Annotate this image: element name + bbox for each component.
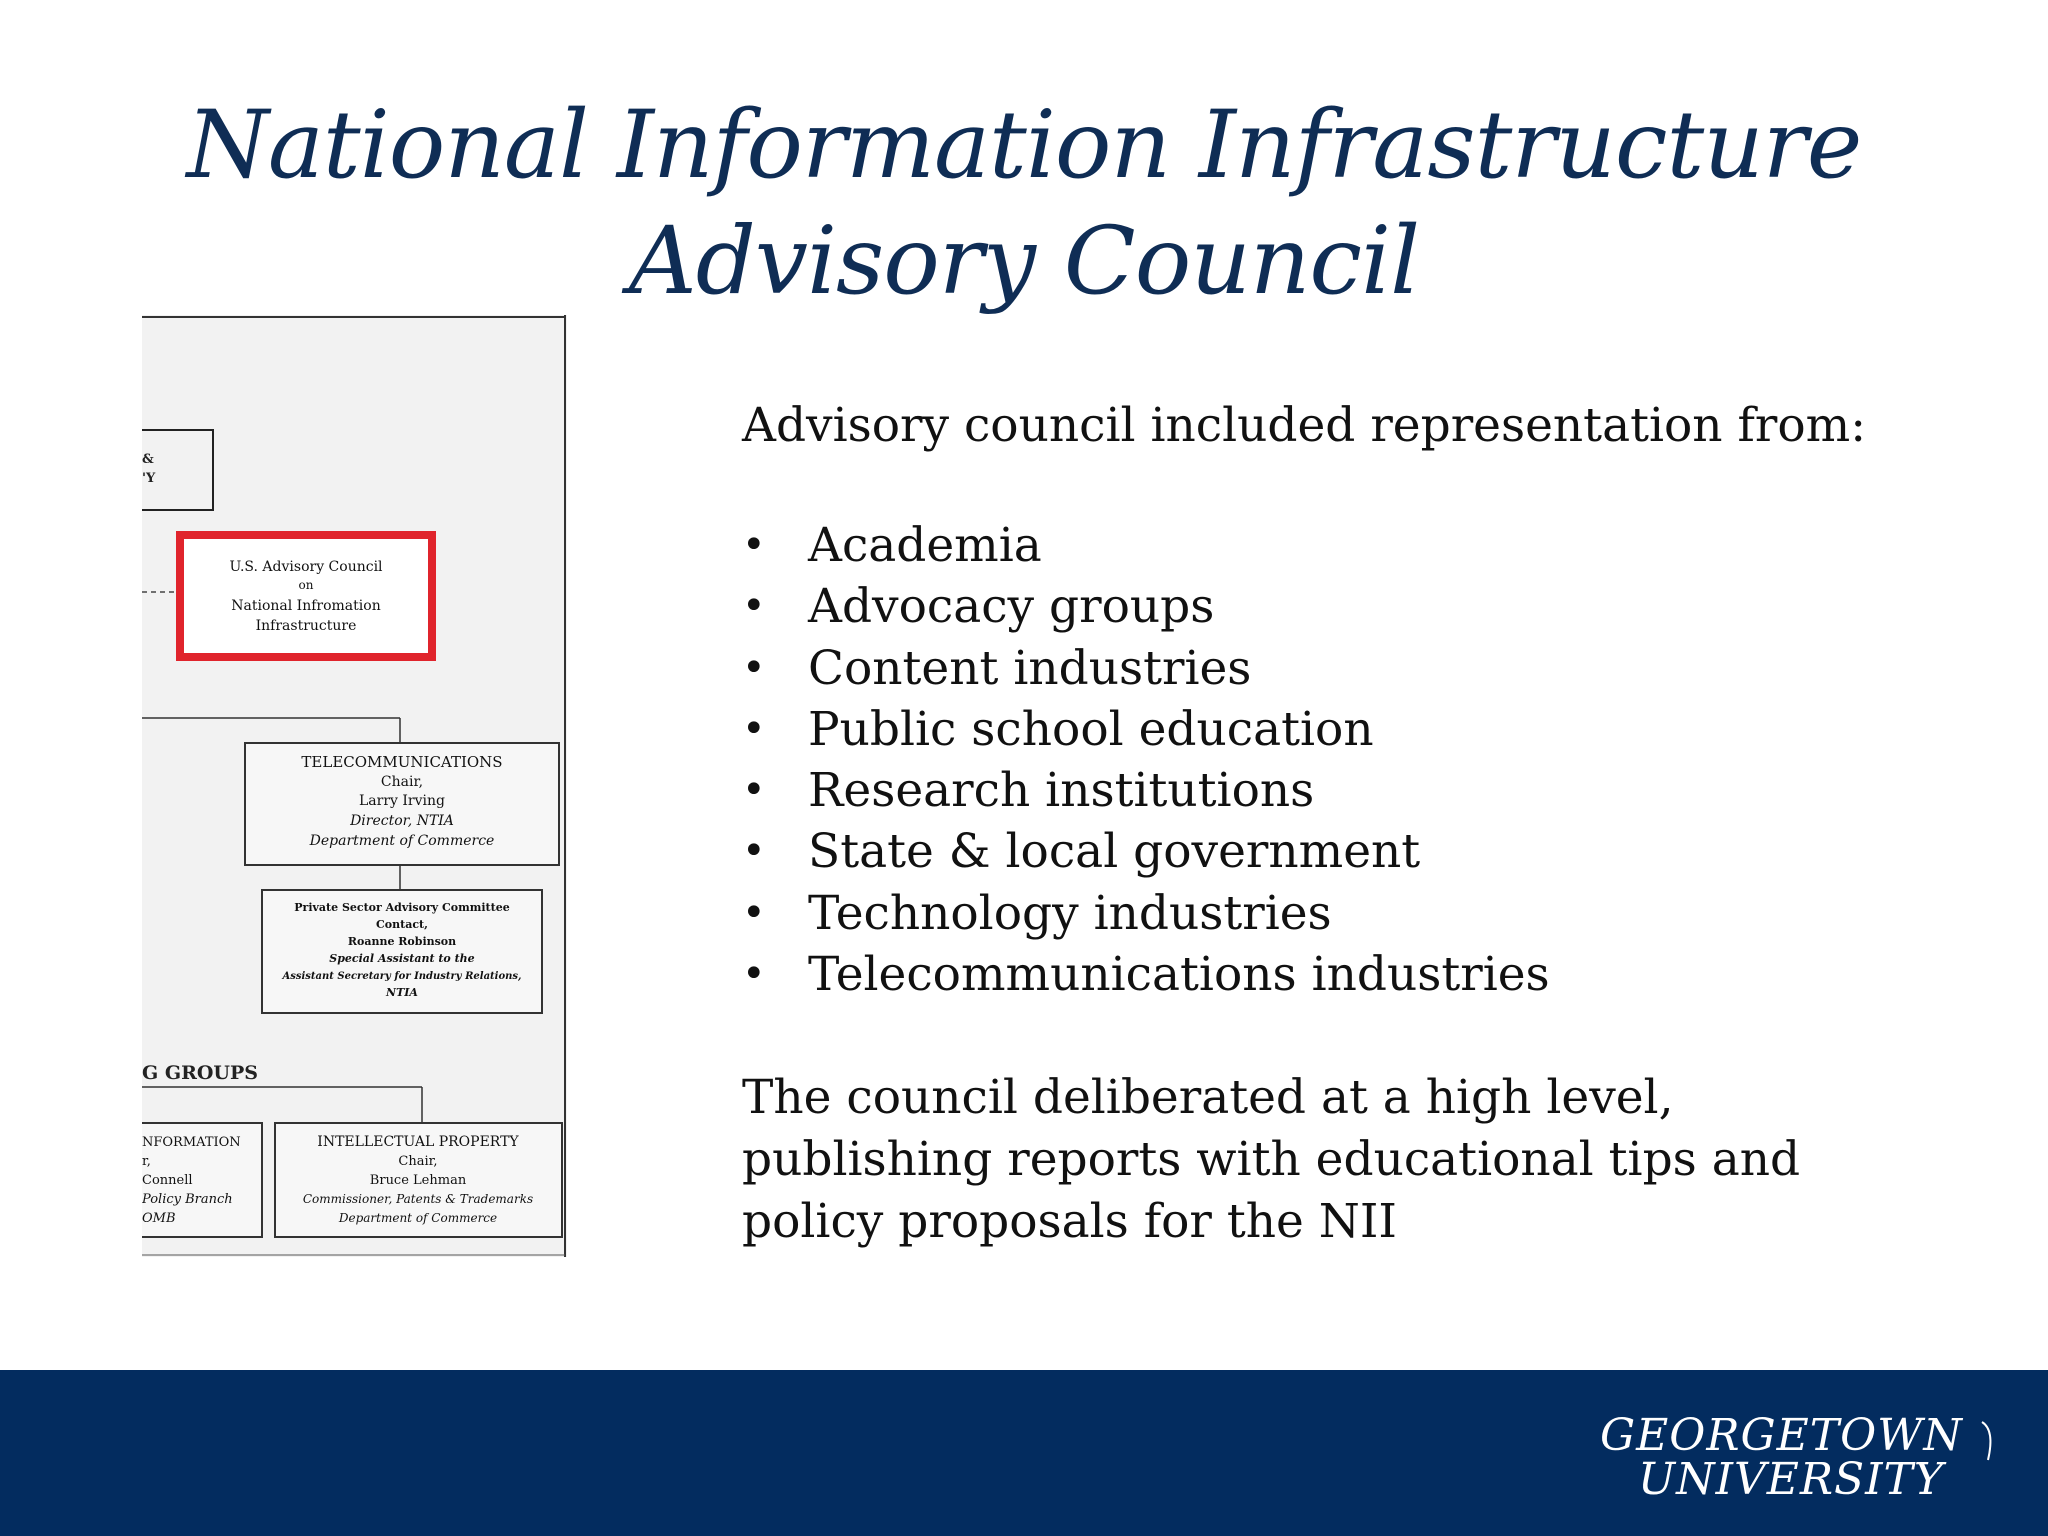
org-chart-scan	[142, 315, 567, 1257]
telecom-line-1: TELECOMMUNICATIONS	[301, 753, 503, 771]
slide-title	[0, 88, 2048, 320]
bullet-icon: •	[742, 889, 766, 936]
advisory-box-line-3: National Infromation	[231, 598, 381, 614]
partial-top-line-1: &	[142, 452, 154, 467]
advisory-box-line-4: Infrastructure	[255, 618, 357, 634]
bullet-icon: •	[742, 828, 766, 875]
bullet-icon: •	[742, 644, 766, 691]
georgetown-logo	[1590, 1410, 2010, 1500]
advisory-box-line-1: U.S. Advisory Council	[229, 559, 383, 575]
ip-line-4: Commissioner, Patents & Trademarks	[302, 1192, 534, 1206]
bullet-icon: •	[742, 583, 766, 630]
private-line-4: Special Assistant to the	[329, 952, 475, 965]
list-item: • Advocacy groups	[742, 576, 1982, 637]
ip-line-5: Department of Commerce	[338, 1211, 498, 1225]
private-line-1: Private Sector Advisory Committee	[294, 901, 510, 914]
telecom-line-2: Chair,	[380, 774, 424, 790]
list-item: • Telecommunications industries	[742, 944, 1982, 1005]
logo-line-2: UNIVERSITY	[1638, 1454, 1944, 1500]
info-line-2: r,	[142, 1154, 151, 1169]
information-policy-box	[142, 1123, 262, 1237]
telecom-line-3: Larry Irving	[359, 793, 445, 809]
private-line-5: Assistant Secretary for Industry Relations,	[282, 971, 522, 982]
info-line-1: NFORMATION	[142, 1135, 241, 1150]
private-line-2: Contact,	[376, 918, 428, 931]
intro-text: Advisory council included representation from:	[742, 398, 1867, 453]
info-line-3: Connell	[142, 1173, 193, 1188]
org-chart-diagram	[142, 315, 567, 1257]
partial-top-line-2: 'Y	[142, 471, 156, 486]
private-line-3: Roanne Robinson	[347, 935, 457, 948]
bullet-icon: •	[742, 767, 766, 814]
advisory-council-box	[180, 535, 432, 657]
logo-flourish-icon	[1982, 1422, 1990, 1460]
private-line-6: NTIA	[386, 986, 418, 999]
ip-line-1: INTELLECTUAL PROPERTY	[317, 1134, 519, 1150]
list-item: • Content industries	[742, 638, 1982, 699]
slide-title-line-2: Advisory Council	[628, 207, 1420, 316]
list-item: • Research institutions	[742, 760, 1982, 821]
list-item: • Academia	[742, 515, 1982, 576]
ip-line-2: Chair,	[398, 1154, 438, 1169]
closing-text: The council deliberated at a high level, publishing reports with educational tips and policy proposals for the NII	[742, 1070, 1801, 1250]
telecom-line-4: Director, NTIA	[350, 813, 454, 829]
bullet-icon: •	[742, 951, 766, 998]
intellectual-property-box	[275, 1123, 562, 1237]
info-line-5: OMB	[142, 1211, 176, 1226]
list-item: • State & local government	[742, 821, 1982, 882]
list-item: • Public school education	[742, 699, 1982, 760]
slide-title-line-1: National Information Infrastructure	[186, 91, 1862, 200]
info-line-4: Policy Branch	[142, 1192, 233, 1207]
representation-list	[742, 515, 1982, 1005]
bullet-icon: •	[742, 522, 766, 568]
slide-body	[742, 395, 1982, 1253]
telecom-line-5: Department of Commerce	[309, 833, 495, 849]
bullet-icon: •	[742, 705, 766, 752]
telecom-box	[245, 743, 559, 865]
list-item: • Technology industries	[742, 883, 1982, 944]
advisory-box-line-2: on	[298, 578, 314, 592]
ip-line-3: Bruce Lehman	[369, 1173, 467, 1188]
working-groups-label: G GROUPS	[142, 1062, 258, 1084]
private-sector-box	[262, 890, 542, 1013]
logo-line-1: GEORGETOWN	[1600, 1410, 1963, 1461]
